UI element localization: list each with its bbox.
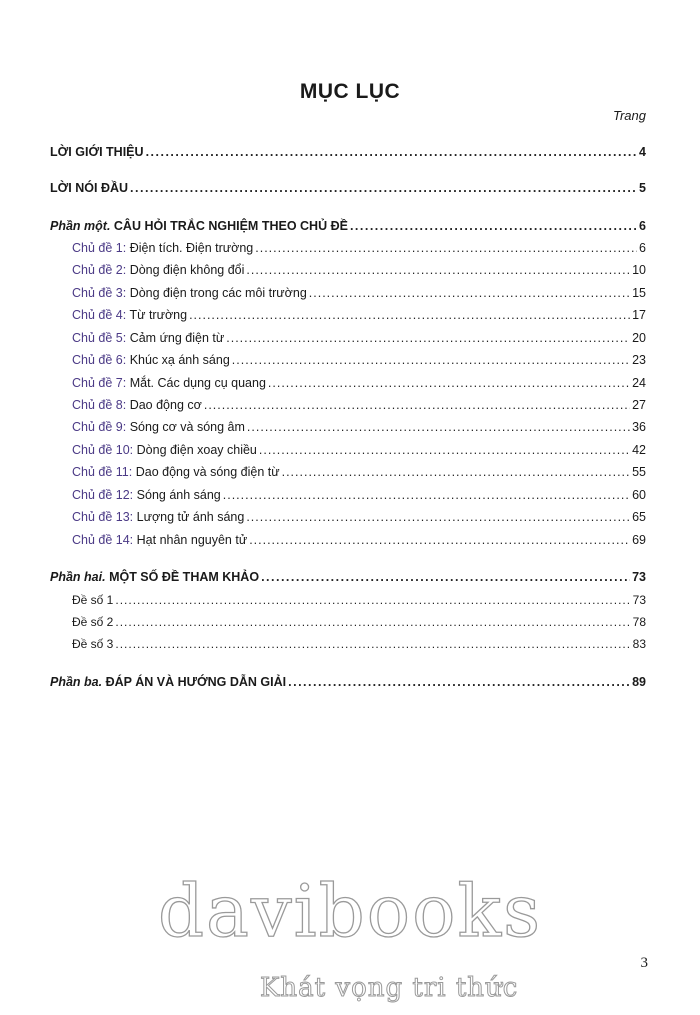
topic-prefix: Chủ đề 6: [72,353,127,367]
page-column-label: Trang [613,108,646,123]
dot-leader [249,533,630,547]
toc-subentry-page: 10 [632,263,646,277]
toc-entry-label [50,675,286,689]
toc-subentry[interactable] [72,488,646,506]
dot-leader [246,263,630,277]
toc-entry-label: LỜI NÓI ĐẦU [50,181,129,195]
toc-subentry[interactable] [72,263,646,281]
dot-leader [204,398,630,412]
toc-entry-label: LỜI GIỚI THIỆU [50,145,144,159]
toc-subentry-page: 73 [632,593,646,607]
toc-subentry-page: 23 [632,353,646,367]
toc-entry-label [50,219,348,233]
dot-leader [115,615,630,629]
dot-leader [261,570,630,584]
dot-leader [282,465,630,479]
part-prefix: Phần ba. [50,675,103,689]
topic-title: Dòng điện không đổi [129,263,245,277]
dot-leader [115,637,630,651]
toc-subentry-page: 65 [632,510,646,524]
topic-prefix: Chủ đề 4: [72,308,127,322]
topic-prefix: Chủ đề 12: [72,488,134,502]
topic-prefix: Chủ đề 5: [72,331,127,345]
dot-leader [350,219,637,233]
watermark-logo: davibooks [157,869,543,953]
toc-subentry[interactable] [72,593,646,611]
part-title: ĐÁP ÁN VÀ HƯỚNG DẪN GIẢI [105,675,287,689]
topic-title: Dao động và sóng điện từ [135,465,280,479]
topic-prefix: Chủ đề 14: [72,533,134,547]
toc-subentry[interactable] [72,465,646,483]
topic-title: Mắt. Các dụng cụ quang [129,376,266,390]
toc-subentry-page: 42 [632,443,646,457]
toc-entry-label [50,570,259,584]
part-title: MỘT SỐ ĐỀ THAM KHẢO [109,570,260,584]
watermark-tagline: Khát vọng tri thức [260,973,519,1003]
topic-title: Dao động cơ [129,398,202,412]
dot-leader [115,593,630,607]
toc-subentry[interactable] [72,510,646,528]
dot-leader [223,488,630,502]
dot-leader [247,420,630,434]
dot-leader [226,331,630,345]
toc-subentry[interactable] [72,353,646,371]
toc-subentry-page: 15 [632,286,646,300]
topic-title: Điện tích. Điện trường [129,241,254,255]
topic-title: Cảm ứng điện từ [129,331,225,345]
toc-subentry-page: 6 [639,241,646,255]
dot-leader [189,308,630,322]
topic-prefix: Chủ đề 1: [72,241,127,255]
topic-title: Sóng cơ và sóng âm [129,420,245,434]
toc-subentry[interactable] [72,398,646,416]
topic-prefix: Chủ đề 9: [72,420,127,434]
toc-subentry-page: 55 [632,465,646,479]
topic-prefix: Chủ đề 10: [72,443,134,457]
toc-subentry[interactable] [72,420,646,438]
toc-entry-page: 5 [639,181,646,195]
exam-title: Đề số 3 [72,637,114,651]
topic-title: Từ trường [129,308,188,322]
topic-title: Sóng ánh sáng [136,488,221,502]
topic-prefix: Chủ đề 2: [72,263,127,277]
toc-entry-part-1[interactable] [50,219,646,237]
page-number: 3 [640,955,648,971]
toc-subentry[interactable] [72,241,646,259]
topic-title: Dòng điện trong các môi trường [129,286,307,300]
topic-prefix: Chủ đề 8: [72,398,127,412]
toc-entry-page: 89 [632,675,646,689]
toc-entry-intro[interactable] [50,145,646,163]
toc-subentry-page: 69 [632,533,646,547]
toc-subentry[interactable] [72,637,646,655]
dot-leader [146,145,637,159]
toc-subentry[interactable] [72,286,646,304]
exam-title: Đề số 2 [72,615,114,629]
dot-leader [255,241,637,255]
toc-subentry[interactable] [72,308,646,326]
toc-subentry-page: 78 [632,615,646,629]
dot-leader [288,675,630,689]
toc-subentry-page: 24 [632,376,646,390]
toc-entry-page: 4 [639,145,646,159]
page-title: MỤC LỤC [299,80,401,103]
toc-subentry-page: 17 [632,308,646,322]
topic-prefix: Chủ đề 13: [72,510,134,524]
part-prefix: Phần một. [50,219,111,233]
dot-leader [130,181,637,195]
toc-entry-preface[interactable] [50,181,646,199]
toc-subentry-page: 60 [632,488,646,502]
toc-subentry-page: 83 [632,637,646,651]
toc-subentry[interactable] [72,331,646,349]
exam-title: Đề số 1 [72,593,114,607]
toc-subentry[interactable] [72,443,646,461]
toc-entry-part-2[interactable] [50,570,646,588]
topic-prefix: Chủ đề 7: [72,376,127,390]
toc-subentry[interactable] [72,615,646,633]
part-prefix: Phần hai. [50,570,106,584]
toc-subentry[interactable] [72,376,646,394]
toc-subentry[interactable] [72,533,646,551]
topic-title: Lượng tử ánh sáng [136,510,245,524]
dot-leader [259,443,630,457]
toc-subentry-page: 36 [632,420,646,434]
dot-leader [232,353,630,367]
dot-leader [246,510,630,524]
topic-prefix: Chủ đề 11: [72,465,133,479]
toc-entry-page: 6 [639,219,646,233]
toc-subentry-page: 20 [632,331,646,345]
toc-subentry-page: 27 [632,398,646,412]
toc-entry-page: 73 [632,570,646,584]
dot-leader [309,286,630,300]
dot-leader [268,376,630,390]
topic-title: Khúc xạ ánh sáng [129,353,230,367]
topic-title: Hạt nhân nguyên tử [136,533,248,547]
toc-entry-part-3[interactable] [50,675,646,693]
part-title: CÂU HỎI TRẮC NGHIỆM THEO CHỦ ĐỀ [113,219,348,233]
topic-title: Dòng điện xoay chiều [136,443,257,457]
topic-prefix: Chủ đề 3: [72,286,127,300]
